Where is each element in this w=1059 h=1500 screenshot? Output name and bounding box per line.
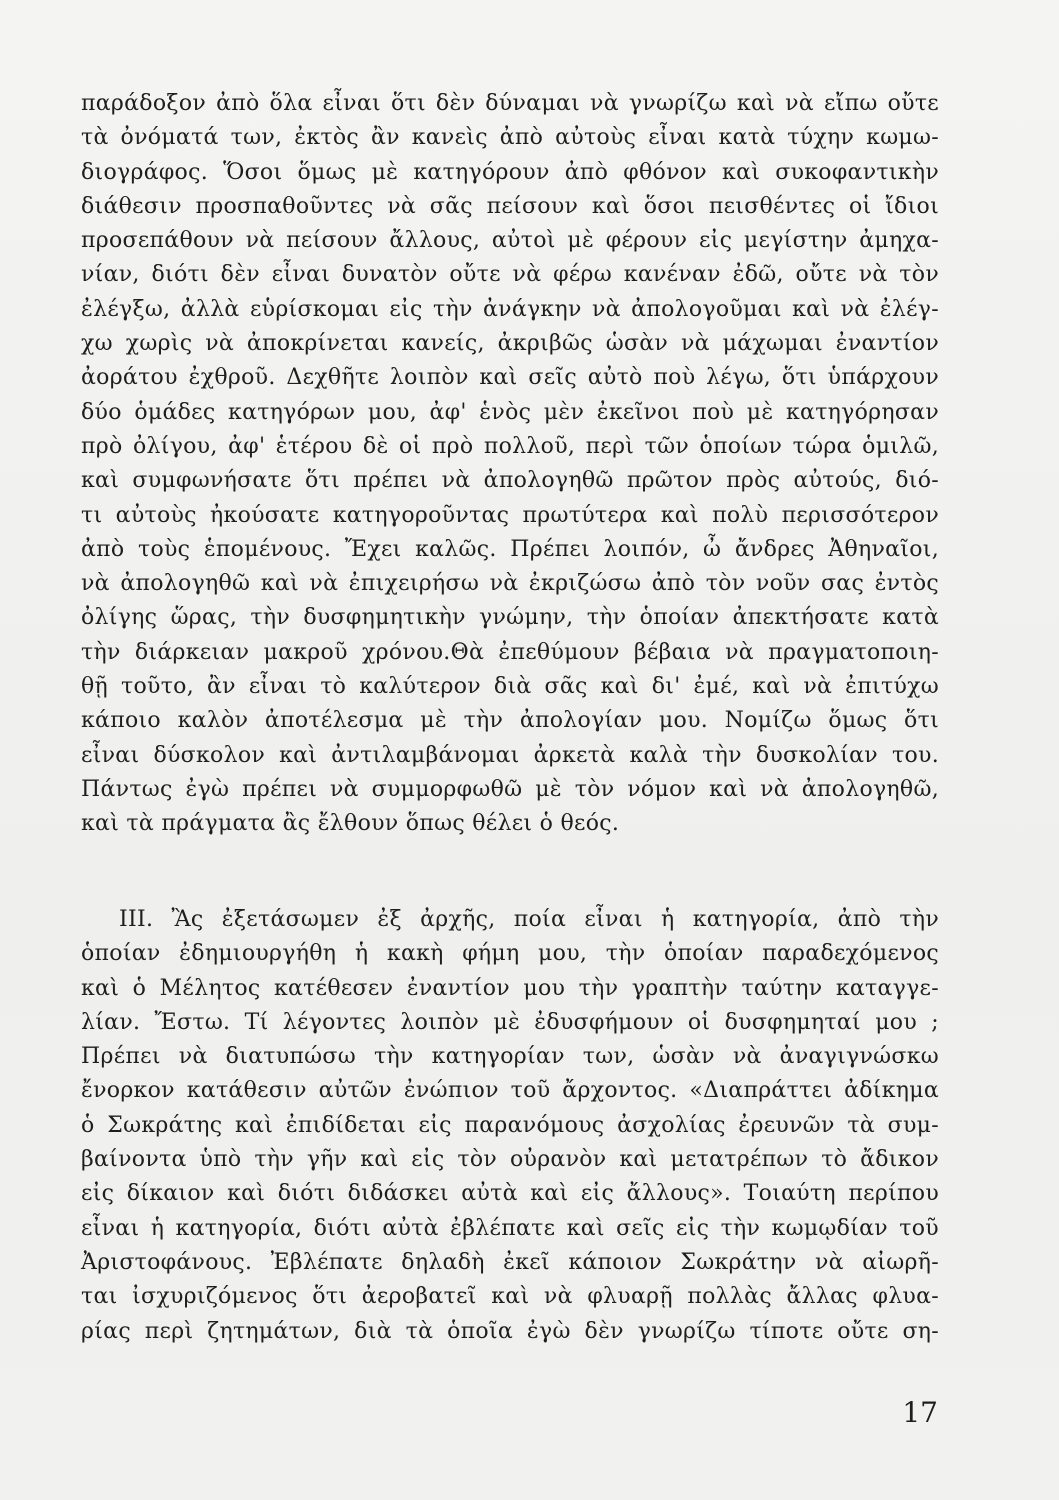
page-number: 17: [902, 1396, 938, 1429]
text-line: ται ἰσχυριζόμενος ὅτι ἀεροβατεῖ καὶ νὰ φλυαρῇ πολλὰς ἄλλας φλυα-: [81, 1284, 939, 1310]
text-line: χω χωρὶς νὰ ἀποκρίνεται κανείς, ἀκριβῶς ὡσὰν νὰ μάχωμαι ἐναντίον: [81, 331, 939, 357]
text-line: ἔνορκον κατάθεσιν αὐτῶν ἐνώπιον τοῦ ἄρχοντος. «Διαπράττει ἀδίκημα: [81, 1078, 939, 1104]
text-line: ὀλίγης ὥρας, τὴν δυσφημητικὴν γνώμην, τὴν ὁποίαν ἀπεκτήσατε κατὰ: [81, 605, 939, 631]
text-line: νίαν, διότι δὲν εἶναι δυνατὸν οὔτε νὰ φέρω κανέναν ἐδῶ, οὔτε νὰ τὸν: [81, 262, 939, 288]
text-line: λίαν. Ἔστω. Τί λέγοντες λοιπὸν μὲ ἐδυσφήμουν οἱ δυσφημηταί μου ;: [81, 1009, 939, 1035]
text-line: βαίνοντα ὑπὸ τὴν γῆν καὶ εἰς τὸν οὐρανὸν καὶ μετατρέπων τὸ ἄδικον: [81, 1147, 939, 1173]
text-line: εἶναι δύσκολον καὶ ἀντιλαμβάνομαι ἀρκετὰ καλὰ τὴν δυσκολίαν του.: [81, 742, 939, 768]
text-line: νὰ ἀπολογηθῶ καὶ νὰ ἐπιχειρήσω νὰ ἐκριζώσω ἀπὸ τὸν νοῦν σας ἐντὸς: [81, 571, 939, 597]
text-line: ὁ Σωκράτης καὶ ἐπιδίδεται εἰς παρανόμους ἀσχολίας ἐρευνῶν τὰ συμ-: [81, 1112, 939, 1138]
text-line: ἀοράτου ἐχθροῦ. Δεχθῆτε λοιπὸν καὶ σεῖς αὐτὸ ποὺ λέγω, ὅτι ὑπάρχουν: [81, 365, 939, 391]
text-line: προσεπάθουν νὰ πείσουν ἄλλους, αὐτοὶ μὲ φέρουν εἰς μεγίστην ἀμηχα-: [81, 228, 939, 254]
text-line: πρὸ ὀλίγου, ἀφ' ἑτέρου δὲ οἱ πρὸ πολλοῦ, περὶ τῶν ὁποίων τώρα ὁμιλῶ,: [81, 433, 939, 459]
text-line: Πρέπει νὰ διατυπώσω τὴν κατηγορίαν των, ὡσὰν νὰ ἀναγιγνώσκω: [81, 1044, 939, 1070]
text-line: δύο ὁμάδες κατηγόρων μου, ἀφ' ἑνὸς μὲν ἐκεῖνοι ποὺ μὲ κατηγόρησαν: [81, 399, 939, 425]
text-line: κάποιο καλὸν ἀποτέλεσμα μὲ τὴν ἀπολογίαν μου. Νομίζω ὅμως ὅτι: [81, 708, 939, 734]
text-line: ἐλέγξω, ἀλλὰ εὑρίσκομαι εἰς τὴν ἀνάγκην νὰ ἀπολογοῦμαι καὶ νὰ ἐλέγ-: [81, 296, 939, 322]
text-line: καὶ τὰ πράγματα ἂς ἔλθουν ὅπως θέλει ὁ θεός.: [81, 811, 620, 837]
text-line: Πάντως ἐγὼ πρέπει νὰ συμμορφωθῶ μὲ τὸν νόμον καὶ νὰ ἀπολογηθῶ,: [81, 776, 939, 802]
text-line: ὁποίαν ἐδημιουργήθη ἡ κακὴ φήμη μου, τὴν ὁποίαν παραδεχόμενος: [81, 941, 939, 967]
text-line: τὰ ὀνόματά των, ἐκτὸς ἂν κανεὶς ἀπὸ αὐτοὺς εἶναι κατὰ τύχην κωμω-: [81, 125, 939, 151]
paragraph-2: [81, 903, 939, 1349]
text-line: καὶ συμφωνήσατε ὅτι πρέπει νὰ ἀπολογηθῶ πρῶτον πρὸς αὐτούς, διό-: [81, 468, 939, 494]
text-line: καὶ ὁ Μέλητος κατέθεσεν ἐναντίον μου τὴν γραπτὴν ταύτην καταγγε-: [81, 975, 939, 1001]
section-heading-line: III. Ἂς ἐξετάσωμεν ἐξ ἀρχῆς, ποία εἶναι ἡ κατηγορία, ἀπὸ τὴν: [119, 907, 939, 932]
text-line: τι αὐτοὺς ἠκούσατε κατηγοροῦντας πρωτύτερα καὶ πολὺ περισσότερον: [81, 502, 939, 528]
text-line: Ἀριστοφάνους. Ἐβλέπατε δηλαδὴ ἐκεῖ κάποιον Σωκράτην νὰ αἰωρῆ-: [81, 1249, 939, 1275]
text-line: διάθεσιν προσπαθοῦντες νὰ σᾶς πείσουν καὶ ὅσοι πεισθέντες οἱ ἴδιοι: [81, 193, 939, 219]
text-line: διογράφος. Ὅσοι ὅμως μὲ κατηγόρουν ἀπὸ φθόνον καὶ συκοφαντικὴν: [81, 159, 939, 185]
text-line: εἶναι ἡ κατηγορία, διότι αὐτὰ ἐβλέπατε καὶ σεῖς εἰς τὴν κωμῳδίαν τοῦ: [81, 1215, 939, 1241]
paragraph-1: [81, 87, 939, 842]
text-line: ἀπὸ τοὺς ἑπομένους. Ἔχει καλῶς. Πρέπει λοιπόν, ὦ ἄνδρες Ἀθηναῖοι,: [81, 536, 939, 562]
text-line: θῇ τοῦτο, ἂν εἶναι τὸ καλύτερον διὰ σᾶς καὶ δι' ἐμέ, καὶ νὰ ἐπιτύχω: [81, 674, 939, 700]
text-line: παράδοξον ἀπὸ ὅλα εἶναι ὅτι δὲν δύναμαι νὰ γνωρίζω καὶ νὰ εἴπω οὔτε: [81, 91, 939, 116]
text-line: τὴν διάρκειαν μακροῦ χρόνου.Θὰ ἐπεθύμουν βέβαια νὰ πραγματοποιη-: [81, 639, 939, 665]
text-line: εἰς δίκαιον καὶ διότι διδάσκει αὐτὰ καὶ εἰς ἄλλους». Τοιαύτη περίπου: [81, 1181, 939, 1207]
text-line: ρίας περὶ ζητημάτων, διὰ τὰ ὁποῖα ἐγὼ δὲν γνωρίζω τίποτε οὔτε ση-: [81, 1318, 939, 1344]
